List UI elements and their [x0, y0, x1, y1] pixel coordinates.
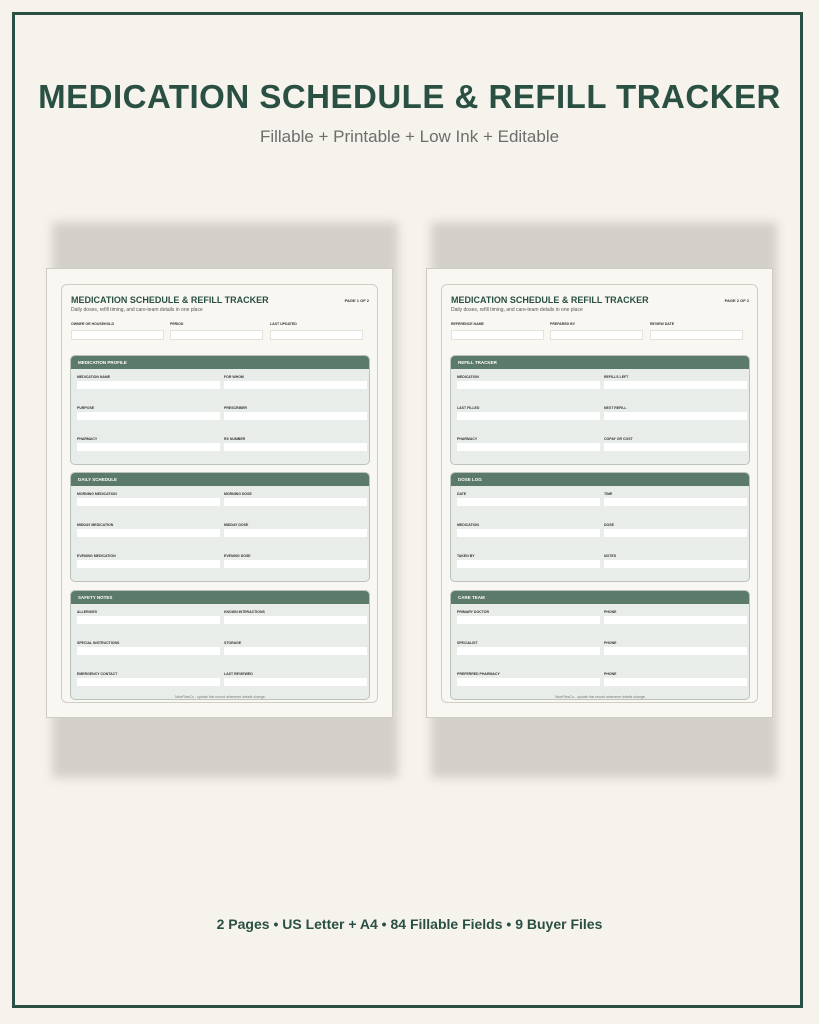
field-label: MORNING DOSE [224, 492, 252, 496]
form-field [457, 437, 600, 451]
field-label: PERIOD [170, 322, 184, 326]
header-field [650, 322, 743, 340]
text-input[interactable] [77, 678, 220, 686]
form-field [77, 610, 220, 624]
field-label: PHARMACY [77, 437, 98, 441]
section-header: DOSE LOG [451, 473, 749, 486]
form-field [604, 437, 747, 451]
page-number: PAGE 2 OF 2 [724, 298, 749, 303]
text-input[interactable] [224, 381, 367, 389]
form-section [70, 355, 370, 465]
text-input[interactable] [604, 412, 747, 420]
form-field [457, 672, 600, 686]
text-input[interactable] [224, 443, 367, 451]
text-input[interactable] [224, 498, 367, 506]
field-label: PREFERRED PHARMACY [457, 672, 500, 676]
text-input[interactable] [457, 647, 600, 655]
main-subtitle: Fillable + Printable + Low Ink + Editable [259, 127, 560, 146]
field-label: MEDICATION [457, 375, 479, 379]
text-input[interactable] [224, 678, 367, 686]
field-label: MIDDAY DOSE [224, 523, 249, 527]
text-input[interactable] [457, 529, 600, 537]
field-label: DOSE [604, 523, 614, 527]
form-field [457, 406, 600, 420]
page-title: MEDICATION SCHEDULE & REFILL TRACKER [71, 295, 269, 305]
field-label: MEDICATION NAME [77, 375, 111, 379]
form-field [604, 375, 747, 389]
text-input[interactable] [451, 330, 544, 340]
field-label: TIME [604, 492, 613, 496]
field-label: MEDICATION [457, 523, 479, 527]
field-label: DATE [457, 492, 467, 496]
text-input[interactable] [77, 443, 220, 451]
header-field [170, 322, 263, 340]
form-field [604, 492, 747, 506]
text-input[interactable] [77, 498, 220, 506]
section-header: SAFETY NOTES [71, 591, 369, 604]
field-label: COPAY OR COST [604, 437, 633, 441]
page-note: NiceFilesCo - update this record whenever details change. [175, 695, 266, 699]
form-field [457, 610, 600, 624]
text-input[interactable] [604, 498, 747, 506]
text-input[interactable] [77, 529, 220, 537]
form-section [450, 472, 750, 582]
header-field [71, 322, 164, 340]
field-label: NOTES [604, 554, 617, 558]
text-input[interactable] [170, 330, 263, 340]
form-section [70, 472, 370, 582]
field-label: ALLERGIES [77, 610, 98, 614]
field-label: SPECIALIST [457, 641, 478, 645]
section-header: CARE TEAM [451, 591, 749, 604]
form-field [224, 672, 367, 686]
field-label: PURPOSE [77, 406, 95, 410]
form-field [604, 406, 747, 420]
form-field [604, 554, 747, 568]
form-field [604, 641, 747, 655]
field-label: LAST UPDATED [270, 322, 297, 326]
field-label: EVENING DOSE [224, 554, 251, 558]
field-label: REFERENCE NAME [451, 322, 484, 326]
form-field [604, 523, 747, 537]
text-input[interactable] [457, 678, 600, 686]
text-input[interactable] [457, 498, 600, 506]
field-label: TAKEN BY [457, 554, 475, 558]
page-note: NiceFilesCo - update this record whenever details change. [555, 695, 646, 699]
section-header: DAILY SCHEDULE [71, 473, 369, 486]
field-label: KNOWN INTERACTIONS [224, 610, 265, 614]
text-input[interactable] [604, 560, 747, 568]
form-field [77, 554, 220, 568]
form-field [224, 437, 367, 451]
form-field [224, 523, 367, 537]
field-label: SPECIAL INSTRUCTIONS [77, 641, 120, 645]
form-field [457, 375, 600, 389]
form-field [77, 375, 220, 389]
header-field [451, 322, 544, 340]
header-field [550, 322, 643, 340]
text-input[interactable] [224, 412, 367, 420]
text-input[interactable] [224, 560, 367, 568]
field-label: EMERGENCY CONTACT [77, 672, 118, 676]
footer-features: 2 Pages • US Letter + A4 • 84 Fillable Fields • 9 Buyer Files [216, 916, 603, 932]
text-input[interactable] [77, 560, 220, 568]
header-field [270, 322, 363, 340]
text-input[interactable] [77, 412, 220, 420]
page-subtitle: Daily doses, refill timing, and care-team details in one place [71, 307, 203, 313]
field-label: LAST REVIEWED [224, 672, 253, 676]
text-input[interactable] [71, 330, 164, 340]
form-section [450, 590, 750, 700]
text-input[interactable] [457, 560, 600, 568]
form-page-1 [46, 268, 393, 718]
form-field [224, 492, 367, 506]
text-input[interactable] [77, 647, 220, 655]
text-input[interactable] [457, 443, 600, 451]
field-label: FOR WHOM [224, 375, 244, 379]
page-title: MEDICATION SCHEDULE & REFILL TRACKER [451, 295, 649, 305]
field-label: RX NUMBER [224, 437, 246, 441]
field-label: PRIMARY DOCTOR [457, 610, 490, 614]
text-input[interactable] [457, 381, 600, 389]
form-field [77, 437, 220, 451]
form-field [224, 641, 367, 655]
form-field [77, 523, 220, 537]
page-border [441, 284, 758, 703]
text-input[interactable] [604, 616, 747, 624]
field-label: NEXT REFILL [604, 406, 627, 410]
text-input[interactable] [604, 678, 747, 686]
form-field [224, 406, 367, 420]
page-subtitle: Daily doses, refill timing, and care-team details in one place [451, 307, 583, 313]
section-header: REFILL TRACKER [451, 356, 749, 369]
form-field [457, 554, 600, 568]
section-header: MEDICATION PROFILE [71, 356, 369, 369]
form-field [604, 672, 747, 686]
text-input[interactable] [77, 381, 220, 389]
form-field [224, 375, 367, 389]
text-input[interactable] [77, 616, 220, 624]
field-label: PHONE [604, 641, 617, 645]
form-field [457, 523, 600, 537]
field-label: STORAGE [224, 641, 242, 645]
form-field [77, 406, 220, 420]
field-label: EVENING MEDICATION [77, 554, 116, 558]
field-label: PRESCRIBER [224, 406, 247, 410]
page-number: PAGE 1 OF 2 [344, 298, 369, 303]
field-label: MORNING MEDICATION [77, 492, 117, 496]
form-field [604, 610, 747, 624]
text-input[interactable] [550, 330, 643, 340]
form-page-2 [426, 268, 773, 718]
form-field [457, 641, 600, 655]
text-input[interactable] [604, 381, 747, 389]
page-border [61, 284, 378, 703]
field-label: OWNER OR HOUSEHOLD [71, 322, 114, 326]
text-input[interactable] [604, 647, 747, 655]
text-input[interactable] [457, 616, 600, 624]
text-input[interactable] [457, 412, 600, 420]
field-label: REVIEW DATE [650, 322, 675, 326]
text-input[interactable] [224, 647, 367, 655]
form-field [224, 554, 367, 568]
text-input[interactable] [224, 616, 367, 624]
field-label: REFILLS LEFT [604, 375, 629, 379]
form-section [70, 590, 370, 700]
text-input[interactable] [270, 330, 363, 340]
field-label: LAST FILLED [457, 406, 480, 410]
field-label: PHONE [604, 672, 617, 676]
text-input[interactable] [604, 443, 747, 451]
text-input[interactable] [224, 529, 367, 537]
text-input[interactable] [604, 529, 747, 537]
main-title: MEDICATION SCHEDULE & REFILL TRACKER [38, 78, 781, 115]
form-field [77, 492, 220, 506]
field-label: MIDDAY MEDICATION [77, 523, 114, 527]
form-section [450, 355, 750, 465]
field-label: PHARMACY [457, 437, 478, 441]
form-field [77, 672, 220, 686]
form-field [224, 610, 367, 624]
text-input[interactable] [650, 330, 743, 340]
field-label: PHONE [604, 610, 617, 614]
form-field [457, 492, 600, 506]
field-label: PREPARED BY [550, 322, 576, 326]
form-field [77, 641, 220, 655]
